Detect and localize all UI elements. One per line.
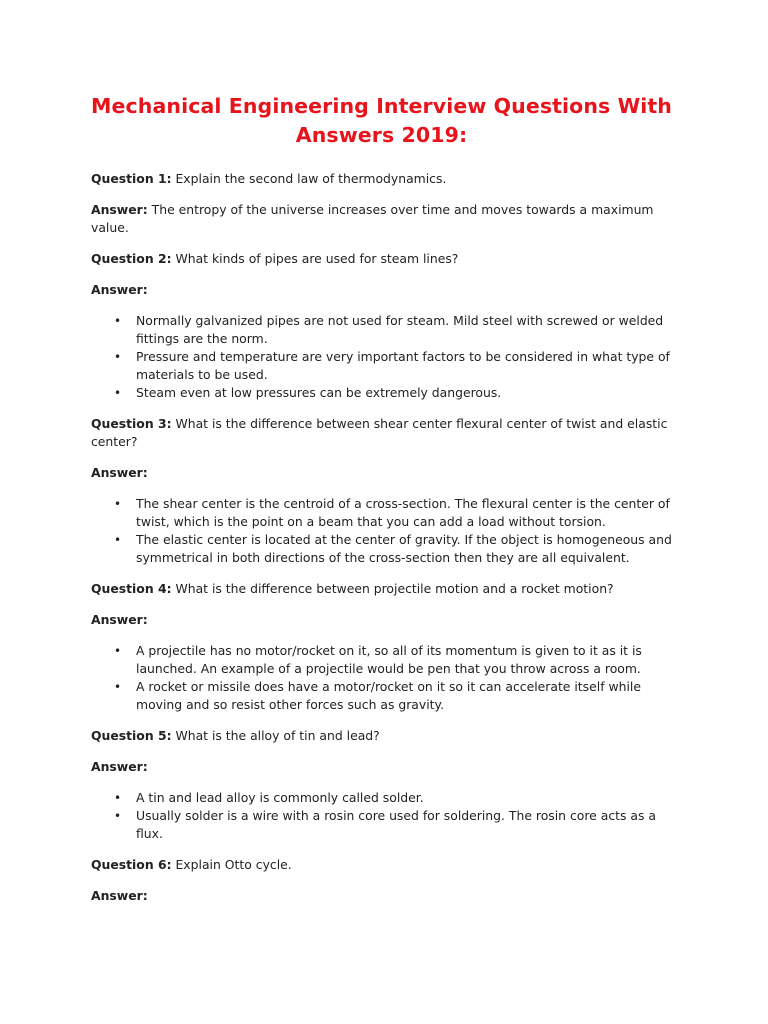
- question-label: Question 1:: [91, 171, 172, 186]
- list-item: [114, 807, 672, 843]
- list-item-text: A tin and lead alloy is commonly called solder.: [136, 790, 424, 805]
- list-item-text: Pressure and temperature are very important factors to be considered in what type of materials to be used.: [136, 349, 670, 382]
- answer-paragraph: [91, 281, 672, 299]
- bullet-icon: •: [114, 533, 122, 547]
- bullet-icon: •: [114, 791, 122, 805]
- answer-paragraph: [91, 201, 672, 237]
- answer-paragraph: [91, 887, 672, 905]
- answer-paragraph: [91, 758, 672, 776]
- answer-bullet-list: [91, 495, 672, 567]
- document-body: [91, 170, 672, 905]
- list-item: [114, 789, 672, 807]
- list-item-text: Steam even at low pressures can be extremely dangerous.: [136, 385, 502, 400]
- answer-bullet-list: [91, 642, 672, 714]
- answer-bullet-list: [91, 789, 672, 843]
- list-item-text: The shear center is the centroid of a cross-section. The flexural center is the center of twist, which is the point on a beam that you can add a load without torsion.: [136, 496, 670, 529]
- bullet-icon: •: [114, 680, 122, 694]
- answer-label: Answer:: [91, 759, 148, 774]
- list-item-text: The elastic center is located at the center of gravity. If the object is homogeneous and symmetrical in both directions of the cross-section then they are all equivalent.: [136, 532, 672, 565]
- answer-label: Answer:: [91, 612, 148, 627]
- list-item: [114, 642, 672, 678]
- list-item-text: A projectile has no motor/rocket on it, so all of its momentum is given to it as it is launched. An example of a projectile would be pen that you throw across a room.: [136, 643, 642, 676]
- answer-label: Answer:: [91, 202, 148, 217]
- list-item: [114, 531, 672, 567]
- list-item: [114, 312, 672, 348]
- question-text: What is the difference between shear center flexural center of twist and elastic center?: [91, 416, 668, 449]
- question-text: What is the alloy of tin and lead?: [171, 728, 380, 743]
- bullet-icon: •: [114, 497, 122, 511]
- bullet-icon: •: [114, 350, 122, 364]
- question-text: Explain the second law of thermodynamics.: [171, 171, 447, 186]
- list-item-text: A rocket or missile does have a motor/rocket on it so it can accelerate itself while moving and so resist other forces such as gravity.: [136, 679, 641, 712]
- question-label: Question 6:: [91, 857, 172, 872]
- bullet-icon: •: [114, 314, 122, 328]
- answer-label: Answer:: [91, 888, 148, 903]
- list-item: [114, 384, 672, 402]
- question-paragraph: [91, 415, 672, 451]
- question-label: Question 5:: [91, 728, 172, 743]
- list-item-text: Normally galvanized pipes are not used for steam. Mild steel with screwed or welded fittings are the norm.: [136, 313, 664, 346]
- document-title: Mechanical Engineering Interview Questions With Answers 2019:: [91, 94, 673, 147]
- question-text: Explain Otto cycle.: [171, 857, 292, 872]
- question-label: Question 2:: [91, 251, 172, 266]
- question-paragraph: [91, 170, 672, 188]
- answer-bullet-list: [91, 312, 672, 402]
- question-paragraph: [91, 727, 672, 745]
- answer-paragraph: [91, 611, 672, 629]
- question-text: What kinds of pipes are used for steam lines?: [171, 251, 459, 266]
- list-item: [114, 678, 672, 714]
- answer-paragraph: [91, 464, 672, 482]
- question-paragraph: [91, 856, 672, 874]
- answer-label: Answer:: [91, 282, 148, 297]
- question-label: Question 4:: [91, 581, 172, 596]
- answer-label: Answer:: [91, 465, 148, 480]
- answer-text: The entropy of the universe increases over time and moves towards a maximum value.: [91, 202, 654, 235]
- question-paragraph: [91, 580, 672, 598]
- bullet-icon: •: [114, 809, 122, 823]
- list-item-text: Usually solder is a wire with a rosin core used for soldering. The rosin core acts as a flux.: [136, 808, 656, 841]
- list-item: [114, 495, 672, 531]
- question-label: Question 3:: [91, 416, 172, 431]
- bullet-icon: •: [114, 644, 122, 658]
- question-paragraph: [91, 250, 672, 268]
- question-text: What is the difference between projectile motion and a rocket motion?: [171, 581, 614, 596]
- list-item: [114, 348, 672, 384]
- bullet-icon: •: [114, 386, 122, 400]
